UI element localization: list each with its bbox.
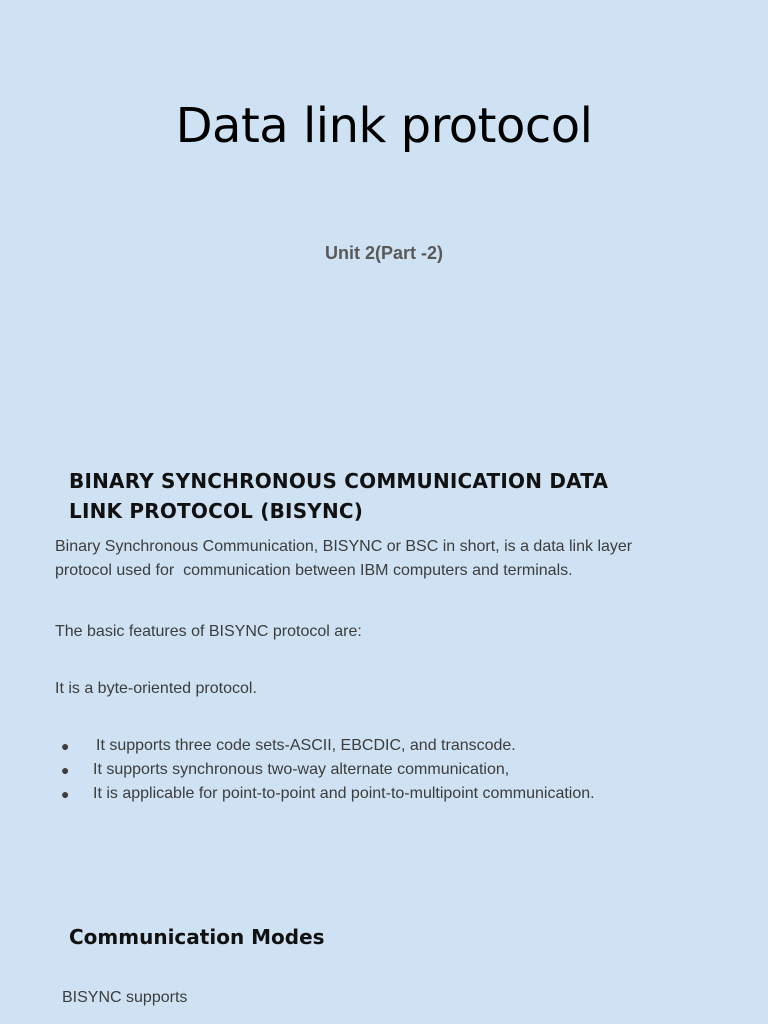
intro-line-2: protocol used for communication between IBM computers and terminals. — [55, 562, 573, 579]
modes-text: BISYNC supports — [62, 989, 188, 1006]
intro-paragraph — [55, 535, 755, 583]
bullet-icon: ● — [61, 762, 70, 778]
bullet-icon: ● — [61, 738, 70, 754]
byte-oriented-text: It is a byte-oriented protocol. — [55, 680, 257, 697]
bullet-icon: ● — [61, 786, 70, 802]
list-item-text: It supports synchronous two-way alternate communication, — [93, 761, 510, 778]
section-heading-line-2: LINK PROTOCOL (BISYNC) — [69, 499, 364, 523]
list-item-text: It is applicable for point-to-point and point-to-multipoint communication. — [93, 785, 595, 802]
modes-heading: Communication Modes — [69, 925, 325, 949]
section-heading-line-1: BINARY SYNCHRONOUS COMMUNICATION DATA — [69, 469, 609, 493]
slide-subtitle: Unit 2(Part -2) — [324, 243, 443, 263]
intro-line-1: Binary Synchronous Communication, BISYNC or BSC in short, is a data link layer — [55, 538, 633, 555]
list-item-text: It supports three code sets-ASCII, EBCDIC, and transcode. — [96, 737, 516, 754]
section-heading — [69, 466, 669, 526]
feature-list — [55, 734, 755, 806]
list-item — [55, 758, 755, 782]
list-item — [55, 734, 755, 758]
list-item — [55, 782, 755, 806]
features-intro: The basic features of BISYNC protocol are: — [55, 623, 362, 640]
slide-title: Data link protocol — [175, 98, 593, 154]
